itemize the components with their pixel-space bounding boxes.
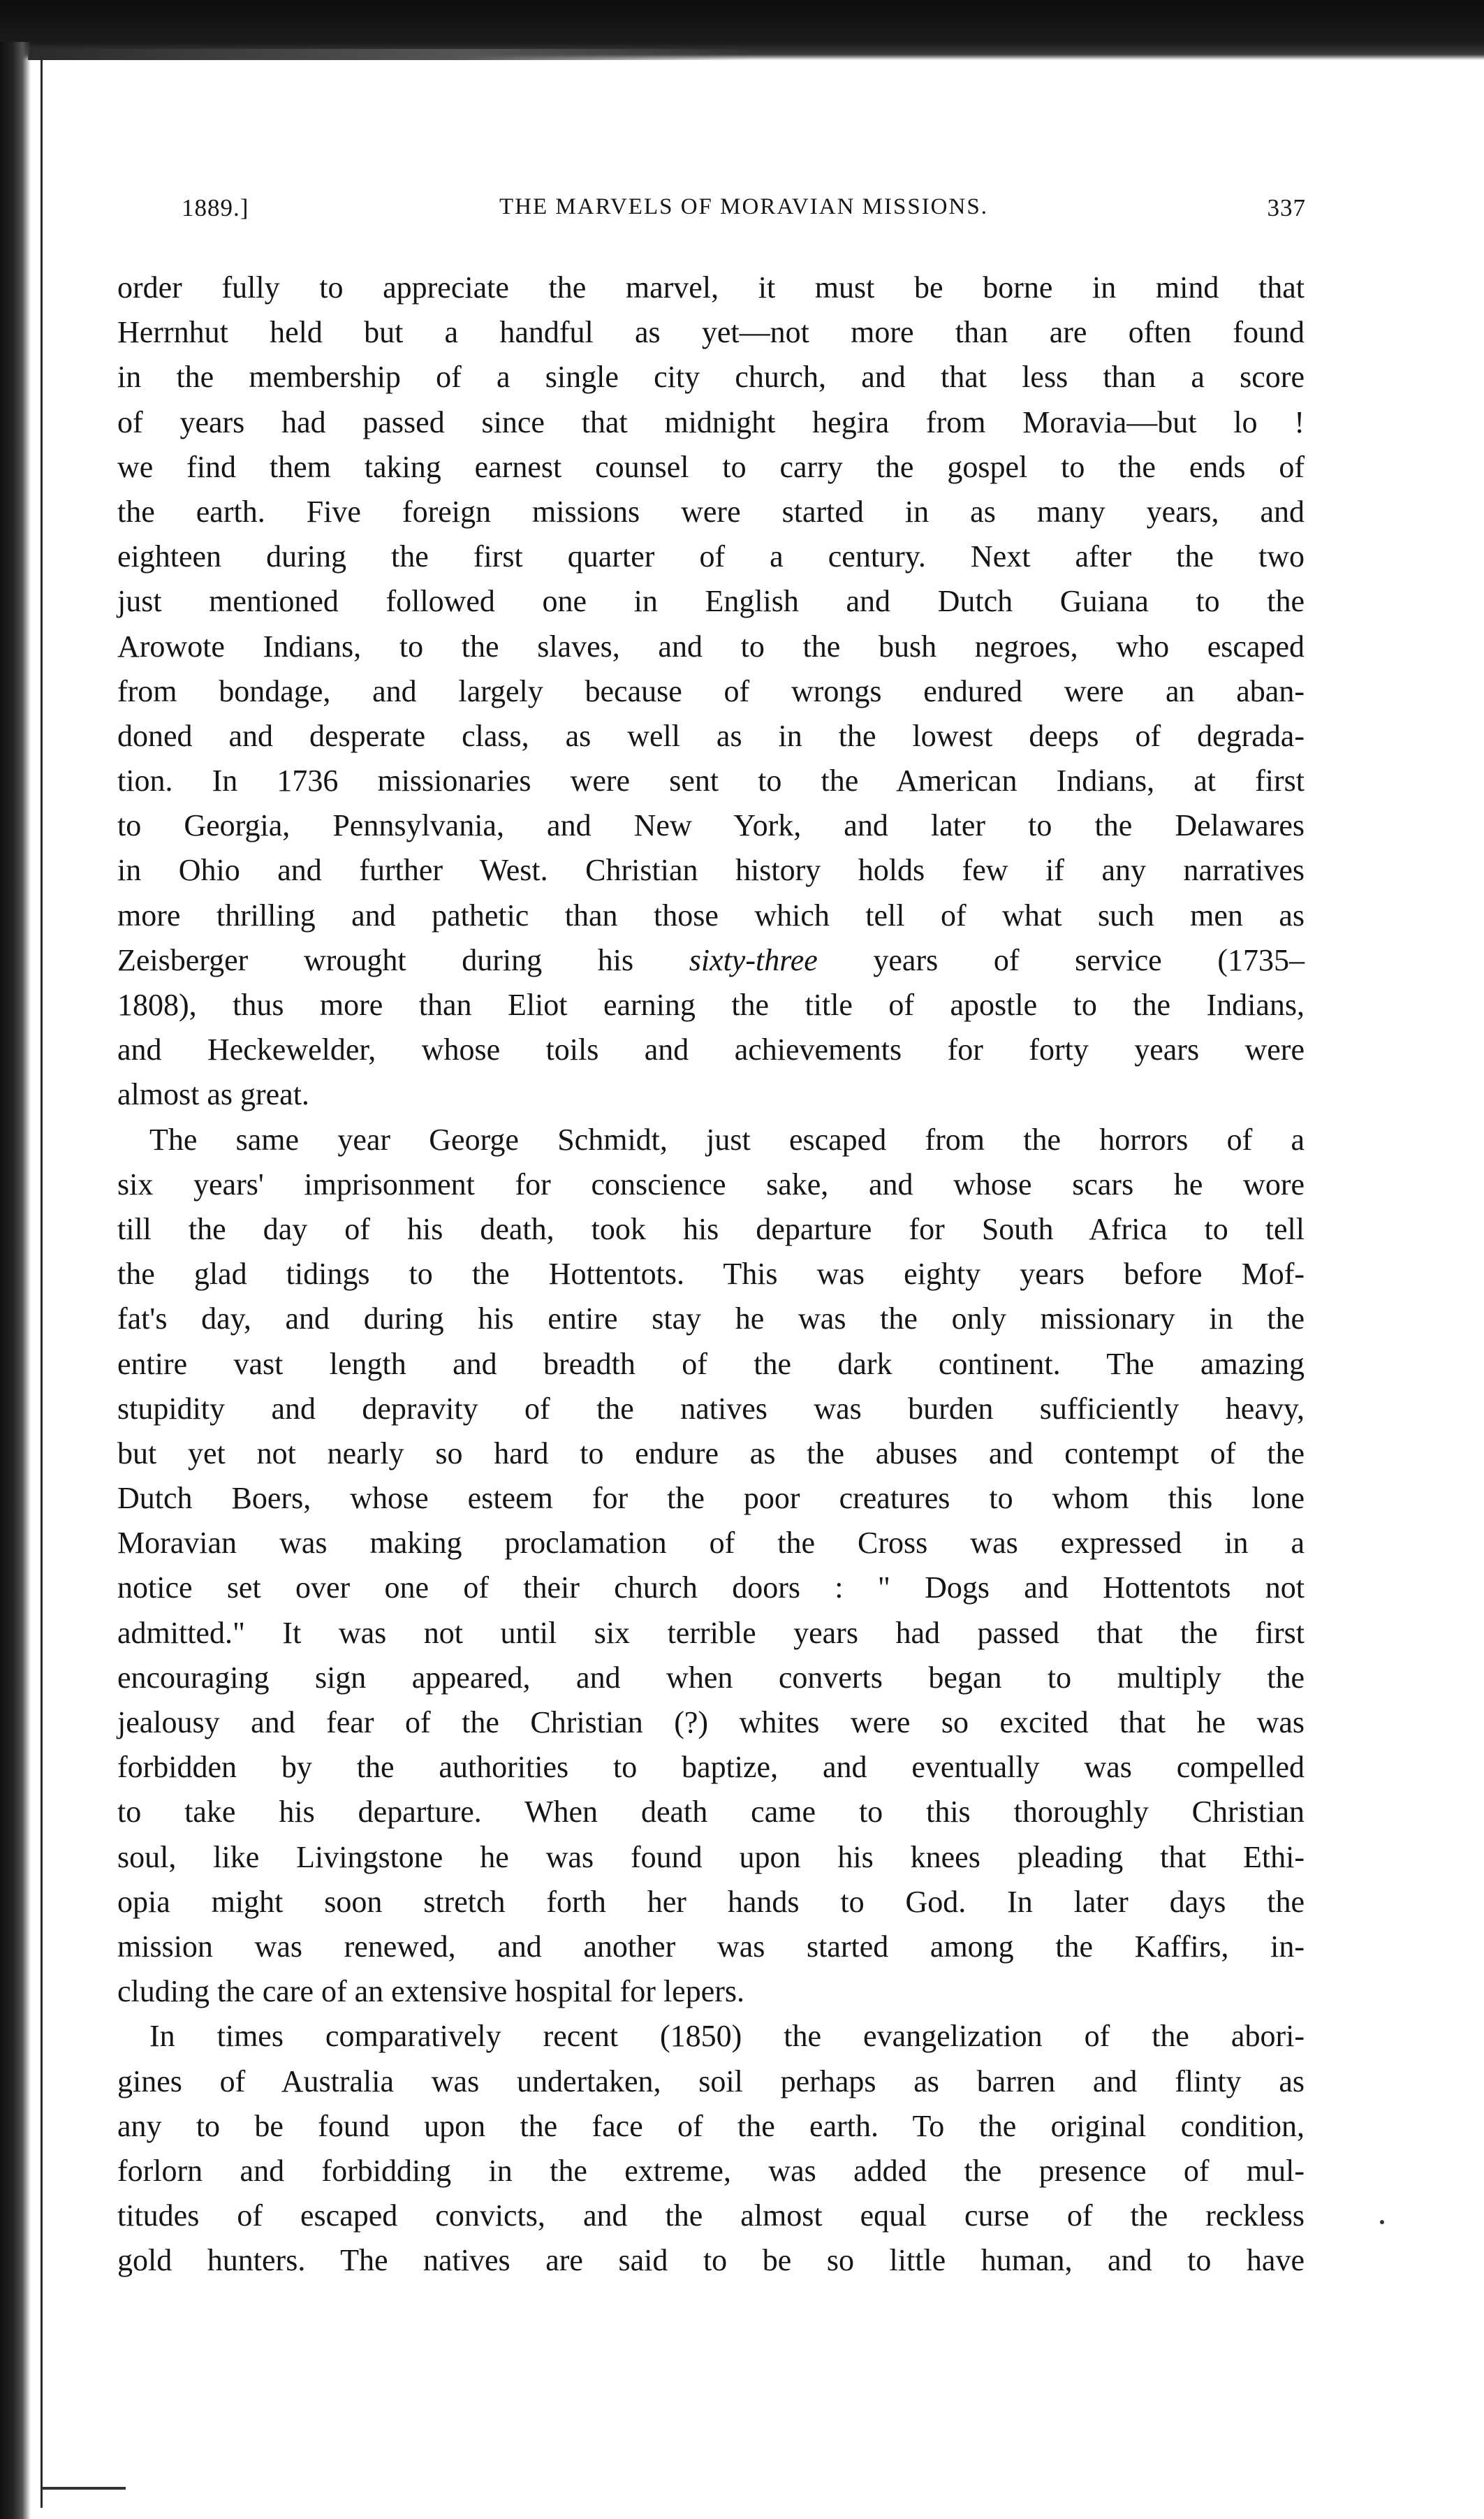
text-line: the glad tidings to the Hottentots. This was eighty years before Mof- [117,1257,1305,1292]
paragraph-1 [117,265,1305,1118]
text-line: the earth. Five foreign missions were started in as many years, and [117,494,1305,529]
text-line: fat's day, and during his entire stay he was the only missionary in the [117,1301,1305,1336]
text-line: of years had passed since that midnight hegira from Moravia—but lo ! [117,404,1305,439]
text-line: in Ohio and further West. Christian history holds few if any narratives [117,853,1305,888]
paragraph-3 [117,2014,1305,2283]
scan-top-edge [0,0,1484,60]
running-head [182,194,1306,229]
text-line: in the membership of a single city church, and that less than a score [117,360,1305,395]
text-line: almost as great. [117,1077,309,1112]
text-line: we find them taking earnest counsel to carry the gospel to the ends of [117,449,1305,484]
text-line: order fully to appreciate the marvel, it must be borne in mind that [117,270,1305,305]
text-line: and Heckewelder, whose toils and achievements for forty years were [117,1032,1305,1067]
text-line: to Georgia, Pennsylvania, and New York, and later to the Delawares [117,808,1305,843]
header-title: THE MARVELS OF MORAVIAN MISSIONS. [499,194,988,219]
text-line: till the day of his death, took his departure for South Africa to tell [117,1211,1305,1246]
text-line: more thrilling and pathetic than those which tell of what such men as [117,898,1305,933]
text-line: doned and desperate class, as well as in the lowest deeps of degrada- [117,718,1305,753]
text-line: notice set over one of their church doors : " Dogs and Hottentots not [117,1570,1305,1605]
text-line: Dutch Boers, whose esteem for the poor creatures to whom this lone [117,1481,1305,1516]
text-line: gines of Australia was undertaken, soil perhaps as barren and flinty as [117,2064,1305,2098]
text-line: titudes of escaped convicts, and the almost equal curse of the reckless [117,2198,1305,2233]
text-line: The same year George Schmidt, just escaped from the horrors of a [149,1122,1305,1157]
text-line: forlorn and forbidding in the extreme, was added the presence of mul- [117,2153,1305,2188]
text-line: tion. In 1736 missionaries were sent to the American Indians, at first [117,764,1305,798]
scan-bottom-mark [42,2487,126,2490]
text-line: but yet not nearly so hard to endure as the abuses and contempt of the [117,1436,1305,1470]
text-line: any to be found upon the face of the earth. To the original condition, [117,2108,1305,2143]
text-line: eighteen during the first quarter of a century. Next after the two [117,539,1305,574]
text-line: gold hunters. The natives are said to be so little human, and to have [117,2243,1305,2278]
text-line: encouraging sign appeared, and when converts began to multiply the [117,1660,1305,1695]
text-line: mission was renewed, and another was started among the Kaffirs, in- [117,1929,1305,1964]
emphasized-text: sixty-three [689,942,818,977]
text-line: opia might soon stretch forth her hands to God. In later days the [117,1884,1305,1919]
text-line: Moravian was making proclamation of the Cross was expressed in a [117,1526,1305,1561]
text-line: admitted." It was not until six terrible years had passed that the first [117,1615,1305,1650]
text-line: from bondage, and largely because of wrongs endured were an aban- [117,673,1305,708]
text-line: six years' imprisonment for conscience sake, and whose scars he wore [117,1167,1305,1202]
text-line: 1808), thus more than Eliot earning the title of apostle to the Indians, [117,988,1305,1022]
text-line: jealousy and fear of the Christian (?) whites were so excited that he was [117,1705,1305,1739]
text-segment: years of service (1735– [873,942,1305,977]
text-segment: Zeisberger wrought during his [117,942,634,977]
text-line: forbidden by the authorities to baptize, and eventually was compelled [117,1750,1305,1785]
text-line: entire vast length and breadth of the dark continent. The amazing [117,1346,1305,1381]
scan-speck [1380,2220,1384,2224]
page-number: 337 [1267,194,1306,221]
header-year: 1889.] [182,194,249,221]
text-line: soul, like Livingstone he was found upon his knees pleading that Ethi- [117,1839,1305,1874]
text-line: stupidity and depravity of the natives was burden sufficiently heavy, [117,1391,1305,1426]
scan-binding-edge [0,42,31,2519]
paragraph-2 [117,1118,1305,2015]
text-line-with-emphasis [117,938,1305,983]
text-line: Arowote Indians, to the slaves, and to the bush negroes, who escaped [117,629,1305,664]
body-text [117,265,1305,2283]
text-line: Herrnhut held but a handful as yet—not more than are often found [117,315,1305,350]
text-line: to take his departure. When death came to this thoroughly Christian [117,1795,1305,1830]
text-line: cluding the care of an extensive hospital for lepers. [117,1974,745,2009]
text-line: just mentioned followed one in English and Dutch Guiana to the [117,584,1305,619]
text-line: In times comparatively recent (1850) the evangelization of the abori- [149,2019,1305,2054]
